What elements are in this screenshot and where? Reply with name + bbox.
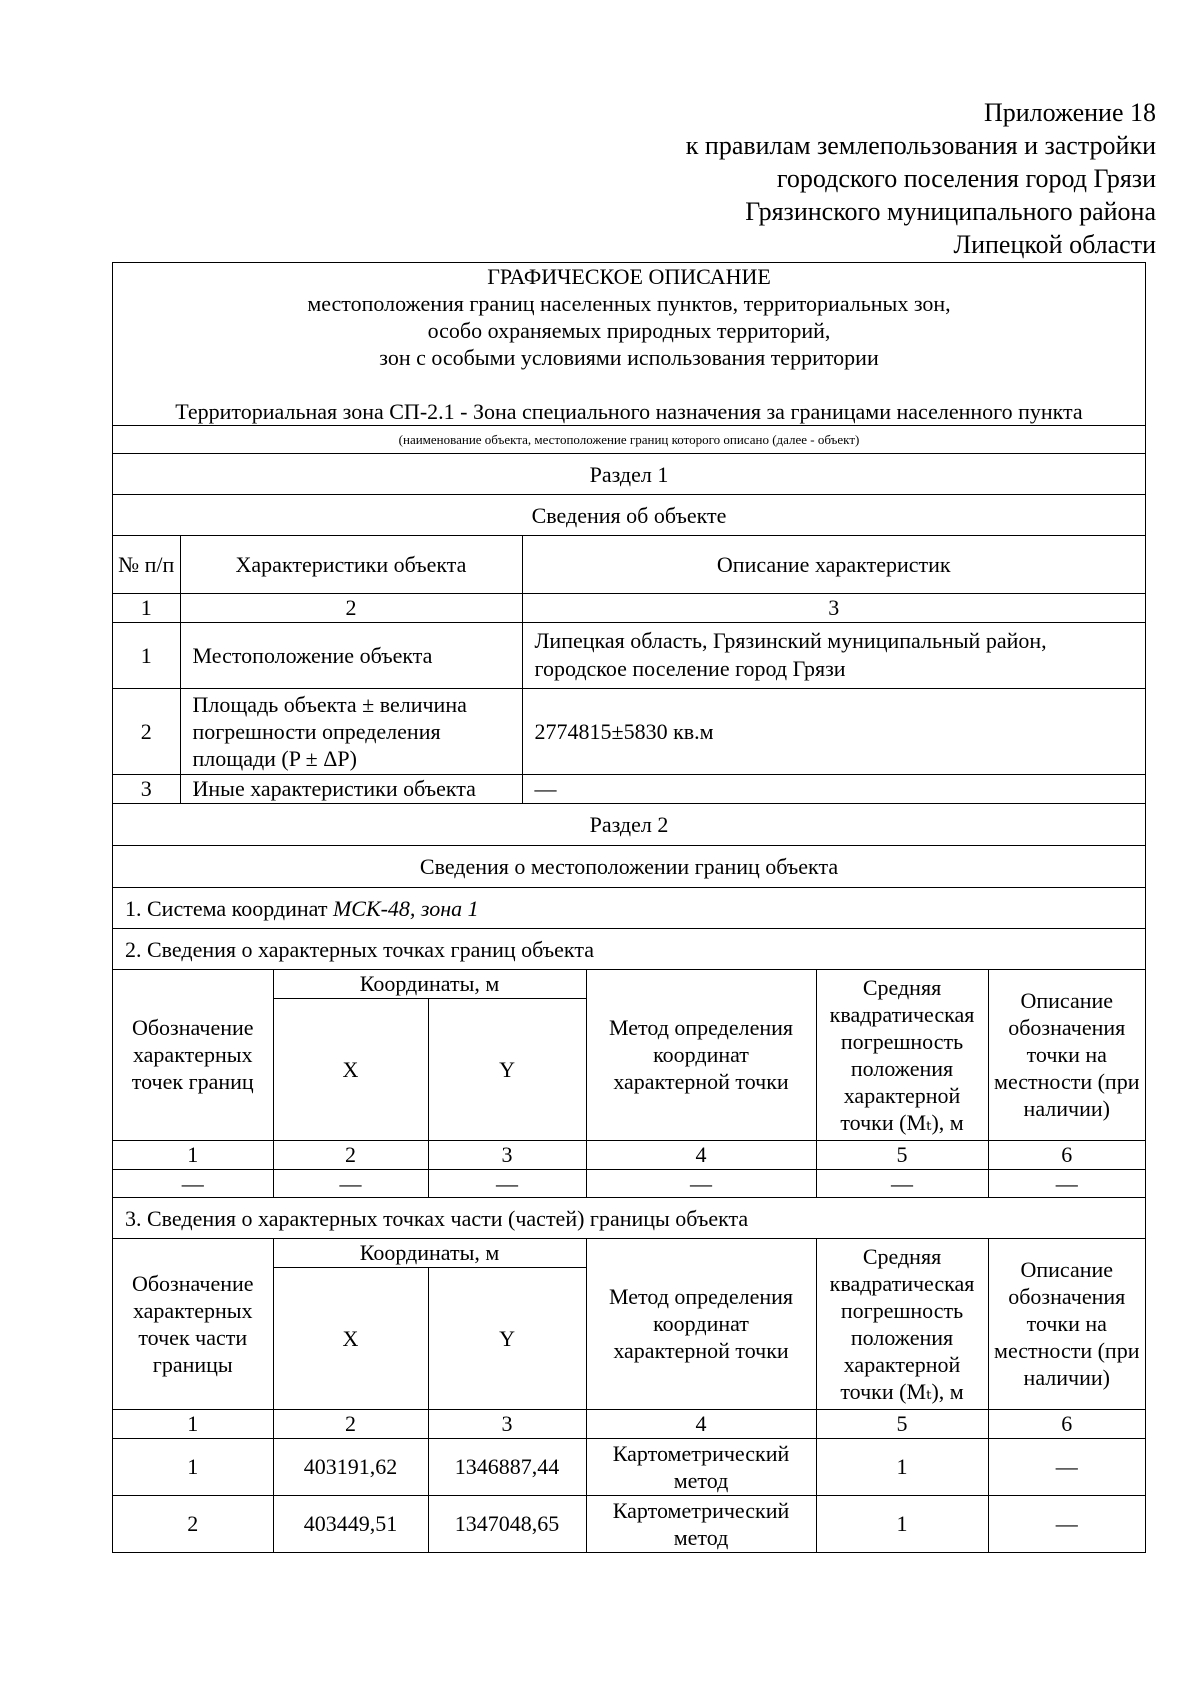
section2-subheading: Сведения о местоположении границ объекта [113,846,1146,888]
characteristic-value: 2774815±5830 кв.м [522,688,1145,774]
points-section-title: 2. Сведения о характерных точках границ объекта [113,929,1146,970]
points-table [113,970,1145,1197]
coordinate-system-label: 1. Система координат [125,895,328,921]
col-number: 3 [428,1140,586,1169]
col-header-error: Средняя квадратическая погрешность положения характерной точки (Mₜ), м [816,970,988,1140]
col-header-location-description: Описание обозначения точки на местности (при наличии) [988,970,1145,1140]
appendix-ref-line: к правилам землепользования и застройки [685,131,1156,160]
section1-heading: Раздел 1 [113,454,1146,495]
col-number: 4 [586,1140,816,1169]
characteristic-name: Площадь объекта ± величина погрешности определения площади (P ± ΔP) [180,688,522,774]
col-number: 1 [113,1409,273,1438]
graphic-description-table [112,262,1146,1553]
row-number: 1 [113,622,180,688]
characteristic-name: Местоположение объекта [180,622,522,688]
appendix-ref-line: Грязинского муниципального района [745,197,1156,226]
col-number: 4 [586,1409,816,1438]
document-subtitle: зон с особыми условиями использования территории [379,345,879,370]
col-number: 5 [816,1140,988,1169]
point-x: 403191,62 [273,1438,428,1495]
col-number: 3 [522,593,1145,622]
characteristic-value: Липецкая область, Грязинский муниципальный район, городское поселение город Грязи [522,622,1145,688]
point-x: 403449,51 [273,1495,428,1552]
object-name-caption: (наименование объекта, местоположение границ которого описано (далее - объект) [113,426,1146,454]
characteristic-value: — [522,774,1145,803]
appendix-ref-line: городского поселения город Грязи [776,164,1156,193]
col-number: 1 [113,593,180,622]
table-row [113,1169,1145,1197]
coordinate-system-row [113,888,1146,929]
point-number: 2 [113,1495,273,1552]
col-number: 3 [428,1409,586,1438]
col-header-x: X [273,1267,428,1409]
row-number: 2 [113,688,180,774]
point-method: Картометрический метод [586,1438,816,1495]
object-name: Территориальная зона СП-2.1 - Зона специального назначения за границами населенного пункта [175,399,1083,424]
appendix-header [456,96,1156,261]
table-cell: — [816,1169,988,1197]
table-cell: — [586,1169,816,1197]
point-error: 1 [816,1495,988,1552]
col-header-method: Метод определения координат характерной точки [586,1239,816,1409]
object-info-table [113,536,1145,803]
row-number: 3 [113,774,180,803]
col-header-error: Средняя квадратическая погрешность положения характерной точки (Mₜ), м [816,1239,988,1409]
point-error: 1 [816,1438,988,1495]
point-method: Картометрический метод [586,1495,816,1552]
point-y: 1346887,44 [428,1438,586,1495]
document-title-cell [113,263,1146,426]
col-header-x: X [273,998,428,1140]
appendix-ref-line: Липецкой области [953,230,1156,259]
col-header-y: Y [428,1267,586,1409]
table-cell: — [988,1169,1145,1197]
document-title: ГРАФИЧЕСКОЕ ОПИСАНИЕ [487,264,771,289]
part-points-section-title: 3. Сведения о характерных точках части (частей) границы объекта [113,1198,1146,1239]
appendix-number: Приложение 18 [983,98,1156,127]
table-row [113,1438,1145,1495]
point-y: 1347048,65 [428,1495,586,1552]
table-cell: — [113,1169,273,1197]
part-points-table-cell [113,1239,1146,1553]
col-header-location-description: Описание обозначения точки на местности (при наличии) [988,1239,1145,1409]
col-number: 2 [273,1409,428,1438]
table-row [113,1495,1145,1552]
col-number: 6 [988,1140,1145,1169]
characteristic-name: Иные характеристики объекта [180,774,522,803]
point-description: — [988,1438,1145,1495]
col-header-designation: Обозначение характерных точек части границы [113,1239,273,1409]
point-description: — [988,1495,1145,1552]
col-header-coordinates: Координаты, м [273,970,586,998]
coordinate-system-value: МСК-48, зона 1 [332,895,479,921]
section1-subheading: Сведения об объекте [113,495,1146,536]
col-number: 6 [988,1409,1145,1438]
col-header-method: Метод определения координат характерной точки [586,970,816,1140]
point-number: 1 [113,1438,273,1495]
table-cell: — [428,1169,586,1197]
col-number: 2 [273,1140,428,1169]
col-number: 2 [180,593,522,622]
col-header-y: Y [428,998,586,1140]
col-number: 5 [816,1409,988,1438]
part-points-table [113,1239,1145,1552]
document-subtitle: особо охраняемых природных территорий, [427,318,831,343]
section2-heading: Раздел 2 [113,804,1146,846]
object-info-cell [113,536,1146,804]
points-table-cell [113,970,1146,1198]
col-header-number: № п/п [113,536,180,593]
document-subtitle: местоположения границ населенных пунктов, территориальных зон, [307,291,951,316]
col-header-coordinates: Координаты, м [273,1239,586,1267]
col-header-characteristics: Характеристики объекта [180,536,522,593]
col-number: 1 [113,1140,273,1169]
col-header-designation: Обозначение характерных точек границ [113,970,273,1140]
table-cell: — [273,1169,428,1197]
col-header-description: Описание характеристик [522,536,1145,593]
